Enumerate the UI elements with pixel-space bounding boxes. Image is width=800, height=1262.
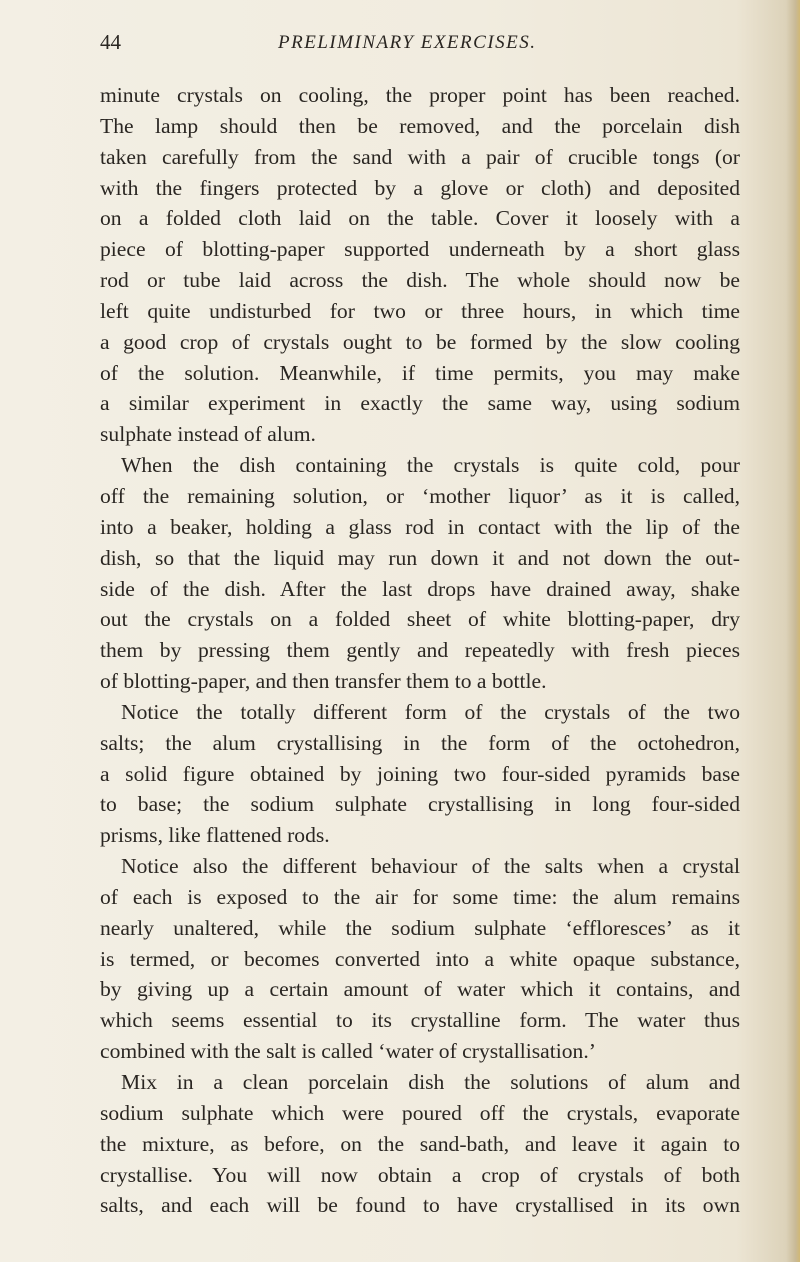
text-line: taken carefully from the sand with a pair of crucible tongs (or <box>100 144 740 169</box>
text-line: rod or tube laid across the dish. The whole should now be <box>100 268 740 293</box>
page-number: 44 <box>100 30 121 54</box>
body-text <box>100 80 740 1221</box>
text-line: Notice the totally different form of the crystals of the two <box>121 699 740 724</box>
text-line: into a beaker, holding a glass rod in contact with the lip of the <box>100 514 740 539</box>
text-line: prisms, like flattened rods. <box>100 823 330 848</box>
text-line: of each is exposed to the air for some time: the alum remains <box>100 884 740 909</box>
text-line: to base; the sodium sulphate crystallising in long four-sided <box>100 792 740 817</box>
text-line: crystallise. You will now obtain a crop of crystals of both <box>100 1162 740 1187</box>
running-head: PRELIMINARY EXERCISES. <box>278 32 537 53</box>
text-line: with the fingers protected by a glove or cloth) and deposited <box>100 175 740 200</box>
text-line: combined with the salt is called ‘water of crystallisation.’ <box>100 1039 596 1064</box>
text-line: sulphate instead of alum. <box>100 422 316 447</box>
text-line: a good crop of crystals ought to be formed by the slow cooling <box>100 329 740 354</box>
text-line: Notice also the different behaviour of the salts when a crystal <box>121 854 740 879</box>
text-line: on a folded cloth laid on the table. Cover it loosely with a <box>100 206 740 231</box>
page-edge-shadow <box>786 0 800 1262</box>
text-line: off the remaining solution, or ‘mother liquor’ as it is called, <box>100 483 740 508</box>
text-line: salts, and each will be found to have crystallised in its own <box>100 1193 740 1218</box>
text-line: piece of blotting-paper supported underneath by a short glass <box>100 237 740 262</box>
text-line: which seems essential to its crystalline form. The water thus <box>100 1008 740 1033</box>
text-line: left quite undisturbed for two or three hours, in which time <box>100 298 740 323</box>
text-line: sodium sulphate which were poured off the crystals, evaporate <box>100 1100 740 1125</box>
text-line: of blotting-paper, and then transfer them to a bottle. <box>100 669 547 694</box>
text-line: is termed, or becomes converted into a white opaque substance, <box>100 946 740 971</box>
text-line: salts; the alum crystallising in the form of the octohedron, <box>100 730 740 755</box>
text-line: dish, so that the liquid may run down it and not down the out- <box>100 545 740 570</box>
text-line: a solid figure obtained by joining two four-sided pyramids base <box>100 761 740 786</box>
text-line: of the solution. Meanwhile, if time permits, you may make <box>100 360 740 385</box>
text-line: Mix in a clean porcelain dish the solutions of alum and <box>121 1070 740 1094</box>
text-line: minute crystals on cooling, the proper point has been reached. <box>100 83 740 107</box>
text-line: by giving up a certain amount of water which it contains, and <box>100 977 740 1002</box>
text-line: a similar experiment in exactly the same way, using sodium <box>100 391 740 416</box>
text-line: The lamp should then be removed, and the porcelain dish <box>100 113 740 138</box>
page-header <box>100 30 740 58</box>
text-line: them by pressing them gently and repeatedly with fresh pieces <box>100 638 740 663</box>
text-line: the mixture, as before, on the sand-bath, and leave it again to <box>100 1131 740 1156</box>
text-line: out the crystals on a folded sheet of white blotting-paper, dry <box>100 607 740 632</box>
text-line: nearly unaltered, while the sodium sulphate ‘effloresces’ as it <box>100 915 740 940</box>
text-line: side of the dish. After the last drops have drained away, shake <box>100 576 740 601</box>
text-line: When the dish containing the crystals is quite cold, pour <box>121 453 740 478</box>
